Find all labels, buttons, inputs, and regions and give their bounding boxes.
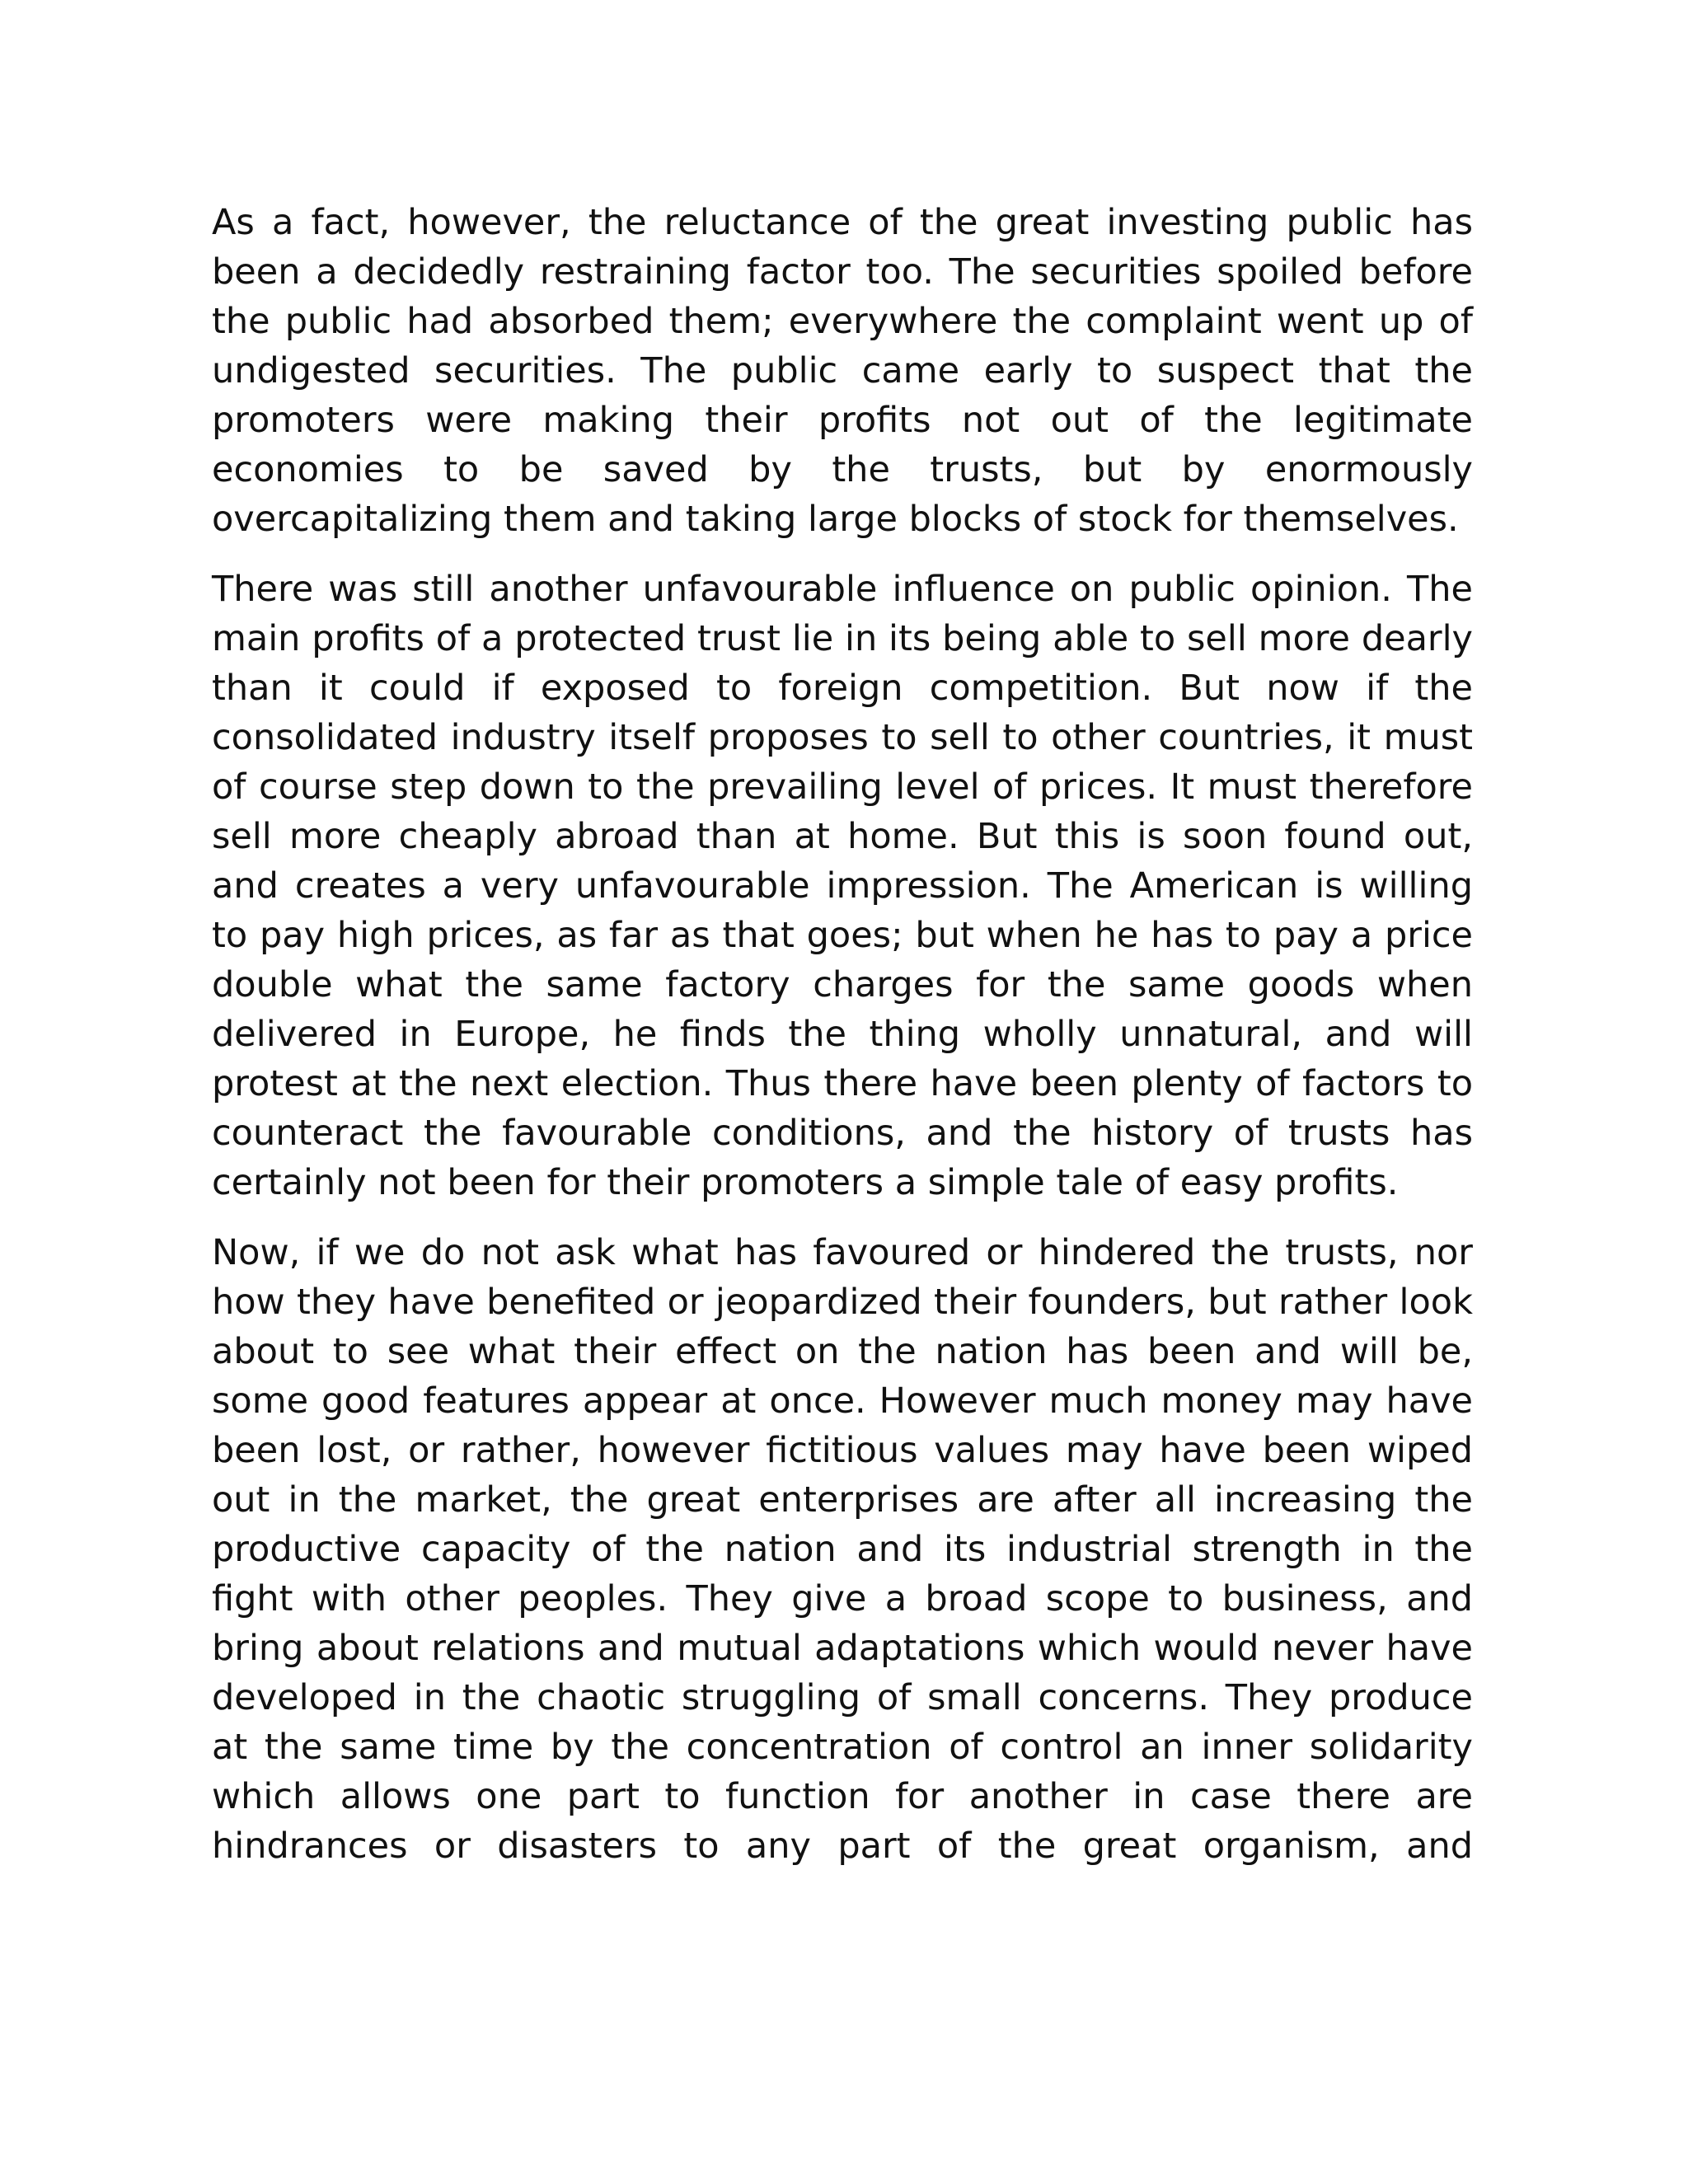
paragraph-1: As a fact, however, the reluctance of the great investing public has been a decidedly restraining factor too. The securities spoiled before the public had absorbed them; everywhere the complaint went up of undigested securities. The public came early to suspect that the promoters were making their profits not out of the legitimate economies to be saved by the trusts, but by enormously overcapitalizing them and taking large blocks of stock for themselves. <box>212 202 1473 540</box>
paragraph-2: There was still another unfavourable influence on public opinion. The main profits of a protected trust lie in its being able to sell more dearly than it could if exposed to foreign competition. But now if the consolidated industry itself proposes to sell to other countries, it must of course step down to the prevailing level of prices. It must therefore sell more cheaply abroad than at home. But this is soon found out, and creates a very unfavourable impression. The American is willing to pay high prices, as far as that goes; but when he has to pay a price double what the same factory charges for the same goods when delivered in Europe, he finds the thing wholly unnatural, and will protest at the next election. Thus there have been plenty of factors to counteract the favourable conditions, and the history of trusts has certainly not been for their promoters a simple tale of easy profits. <box>212 569 1473 1203</box>
paragraph-3: Now, if we do not ask what has favoured or hindered the trusts, nor how they have benefited or jeopardized their founders, but rather look about to see what their effect on the nation has been and will be, some good features appear at once. However much money may have been lost, or rather, however fictitious values may have been wiped out in the market, the great enterprises are after all increasing the productive capacity of the nation and its industrial strength in the fight with other peoples. They give a broad scope to business, and bring about relations and mutual adaptations which would never have developed in the chaotic struggling of small concerns. They produce at the same time by the concentration of control an inner solidarity which allows one part to function for another in case there are hindrances or disasters to any part of the great organism, and <box>212 1232 1473 1867</box>
body-text <box>212 198 1473 1871</box>
